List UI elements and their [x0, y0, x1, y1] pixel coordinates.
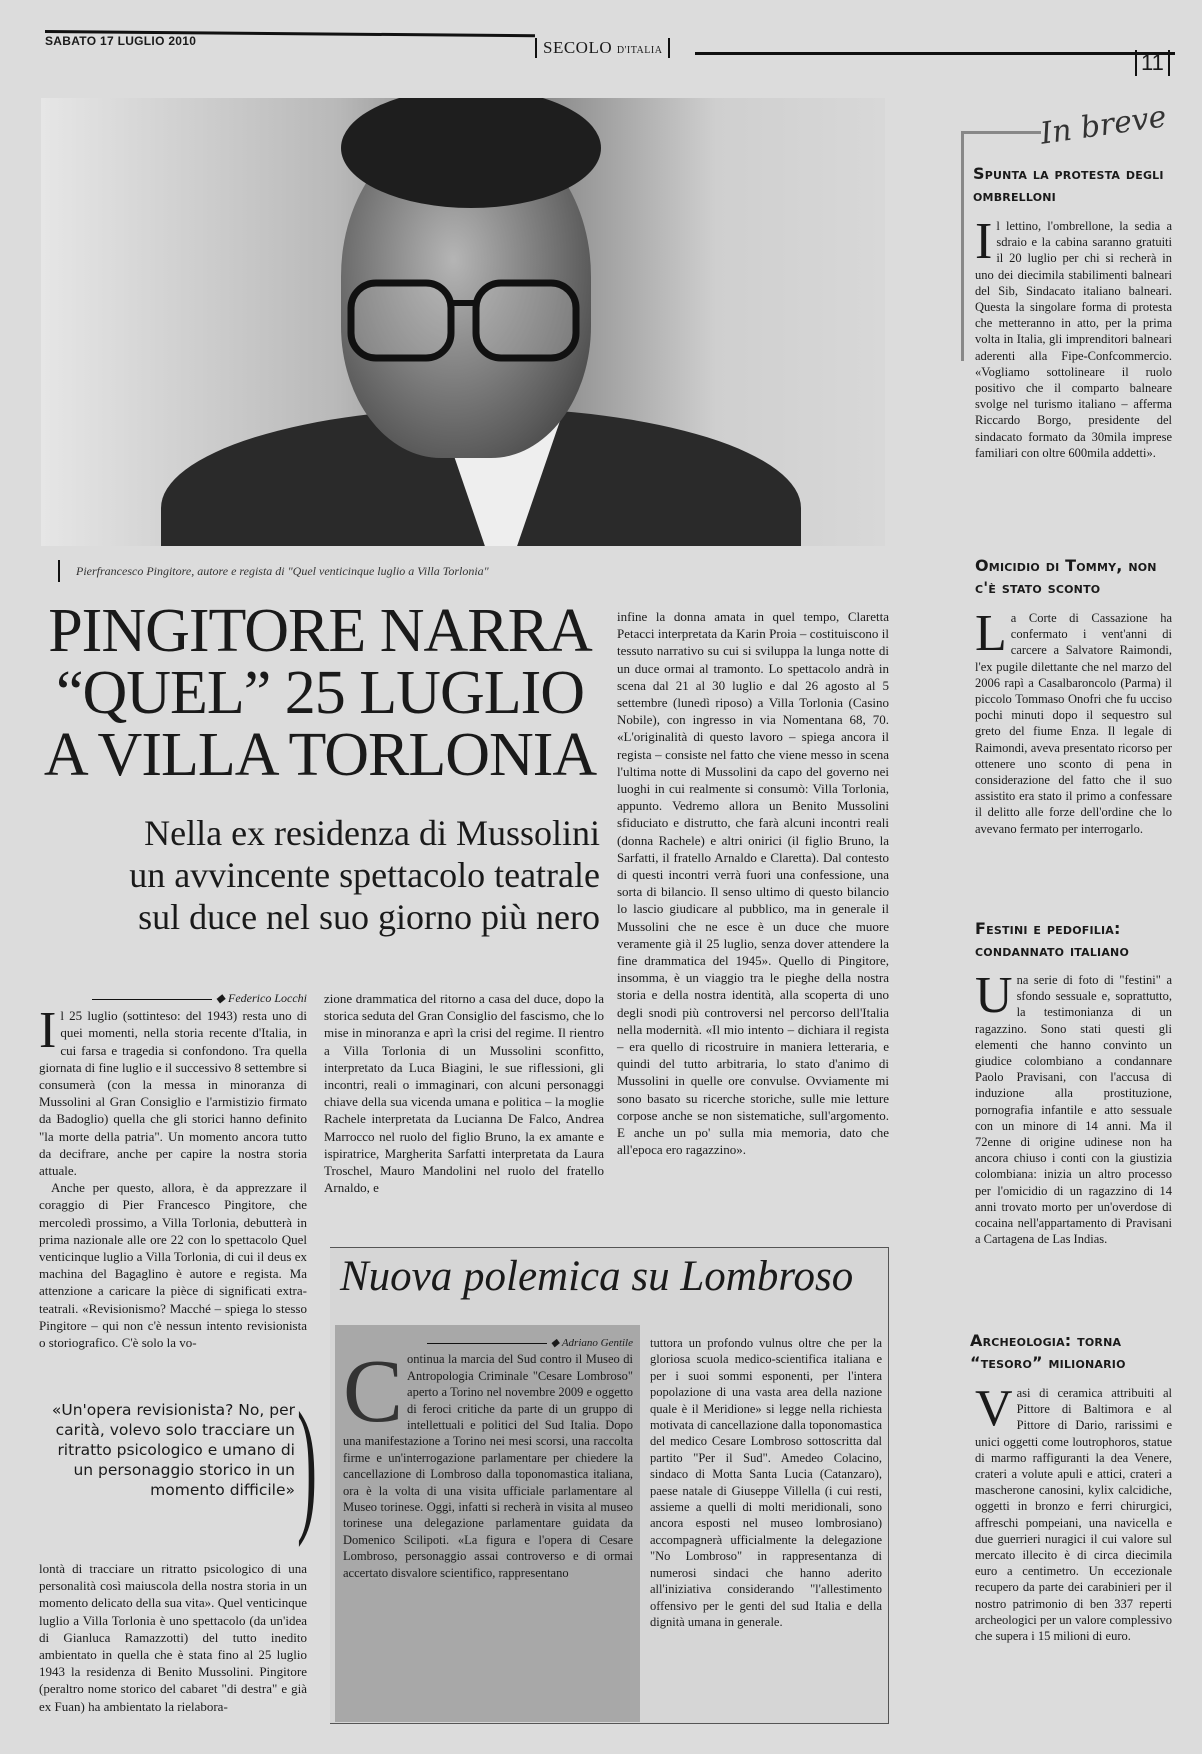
headline-line: PINGITORE NARRA: [48, 597, 592, 665]
masthead: [535, 38, 670, 58]
drop-cap: C: [343, 1342, 404, 1442]
drop-cap: I: [39, 1002, 57, 1060]
sidebar-section-title: In breve: [1038, 99, 1169, 152]
paragraph: lontà di tracciare un ritratto psicologico di una personalità così maiuscola della nostra storia in un momento delicato della sua vita». Quel venticinque luglio a Villa Torlonia è uno spettacolo (da un'idea di Gianluca Ramazzotti) del tutto inedito ambientato in quella che è stata fino al 25 luglio 1943 la residenza di Benito Mussolini. Pingitore (peraltro nome storico del cabaret "di destra" e già ex Fuan) ha ambientato la rielabora-: [39, 1561, 307, 1714]
headline-line: “QUEL” 25 LUGLIO: [55, 659, 585, 727]
glasses-icon: [341, 273, 591, 373]
subheadline: [60, 812, 600, 938]
main-article-column-2: [324, 990, 604, 1196]
paragraph-text: l lettino, l'ombrellone, la sedia a sdraio e la cabina saranno gratuiti il 20 luglio per chi si recherà in uno dei diecimila stabilimenti balneari del Sib, Sindacato italiano balneari. Questa la singolare forma di protesta che metteranno in atto, per la prima volta in Italia, gli imprenditori balneari aderenti alla Fipe-Confcommercio. «Vogliamo sottolineare il ruolo positivo che il comparto balneare svolge nel turismo italiano – afferma Riccardo Borgo, presidente del sindacato formato da 30mila imprese familiari con oltre 600mila addetti».: [975, 219, 1172, 460]
byline-name: Adriano Gentile: [561, 1337, 633, 1349]
drop-cap: I: [975, 213, 993, 270]
sidebar-frame: [961, 131, 968, 361]
subheadline-line: sul duce nel suo giorno più nero: [138, 897, 600, 937]
paragraph: zione drammatica del ritorno a casa del duce, dopo la storica seduta del Gran Consiglio del fascismo, che lo mise in minoranza e aprì la crisi del regime. Il rientro a Villa Torlonia di un Mussolini sconfitto, interpretato da Luca Biagini, le sue riflessioni, gli incontri, reali o immaginari, con alcuni personaggi chiave della sua vicenda umana e politica – la moglie Rachele interpretata da Lucianna De Falco, Andrea Marrocco nel ruolo del figlio Bruno, la ex amante e ispiratrice, Margherita Sarfatti interpretata da Laura Troschel, Mauro Mandolini nel ruolo del fratello Arnaldo, e: [324, 991, 604, 1196]
brief-tommy: [975, 605, 1172, 837]
article-photo: [41, 98, 885, 546]
paragraph-text: l 25 luglio (sottinteso: del 1943) resta uno di quei momenti, nella storia recente d'Italia, in cui farsa e tragedia si confondono. Tra quella giornata di fine luglio e il successivo 8 settembre si consumerà (con la messa in minoranza di Mussolini al Gran Consiglio e l'armistizio firmato da Badoglio) quella che gli storici hanno definito "la morte della patria". Un momento ancora tutto da decifrare, anche per capire la nostra storia attuale.: [39, 1008, 307, 1179]
paragraph: [975, 213, 1172, 461]
brief-ombrelloni: [975, 213, 1172, 461]
brief-festini: [975, 967, 1172, 1247]
issue-date: SABATO 17 LUGLIO 2010: [45, 34, 197, 48]
subheadline-line: Nella ex residenza di Mussolini: [144, 813, 600, 853]
paragraph-text: asi di ceramica attribuiti al Pittore di Baltimora e al Pittore di Dario, rarissimi e unici oggetti come loutrophoros, statue di marmo raffiguranti la dea Venere, crateri a volute apuli e attici, crateri a mascherone canosini, kylix calcidiche, oggetti in bronzo e ferri chirurgici, affreschi pompeiani, una navicella e due guerrieri nuragici il cui valore sul mercato illecito è di circa diecimila euro a centimetro. Un eccezionale recupero da parte dei carabinieri per il nostro patrimonio di ben 337 reperti archeologici per un valore complessivo che supera i 15 milioni di euro.: [975, 1386, 1172, 1644]
lombroso-column-1: [343, 1335, 633, 1581]
pull-quote: «Un'opera revisionista? No, per carità, volevo solo tracciare un ritratto psicologico e umano di un personaggio storico in un momento difficile»: [51, 1401, 295, 1499]
drop-cap: V: [975, 1380, 1013, 1437]
paragraph: [975, 967, 1172, 1247]
paragraph-text: a Corte di Cassazione ha confermato i vent'anni di carcere a Salvatore Raimondi, l'ex pugile dilettante che nel marzo del 2006 rapì a Casalbaroncolo (Parma) il piccolo Tommaso Onofri che fu ucciso pochi minuti dopo il sequestro sul greto del fiume Enza. Il legale di Raimondi, aveva presentato ricorso per ottenere uno sconto di pena in considerazione del fatto che il suo assistito era stato il primo a confessare il delitto alle forze dell'ordine che lo avevano fermato per interrogarlo.: [975, 611, 1172, 836]
brief-title: Spunta la protesta degli ombrelloni: [973, 164, 1164, 205]
main-article-column-1-end: [39, 1560, 307, 1715]
byline: ◆ Federico Locchi: [39, 990, 307, 1007]
drop-cap: L: [975, 605, 1007, 662]
photo-caption: Pierfrancesco Pingitore, autore e regista di "Quel venticinque luglio a Villa Torlonia": [58, 560, 489, 582]
paragraph: [39, 1002, 307, 1179]
lombroso-column-2: [650, 1335, 882, 1630]
headline-line: A VILLA TORLONIA: [43, 721, 597, 789]
main-article-column-1: [39, 990, 307, 1351]
paragraph: Anche per questo, allora, è da apprezzare il coraggio di Pier Francesco Pingitore, che mercoledì prossimo, a Villa Torlonia, debutterà in prima nazionale alle ore 22 con lo spettacolo Quel venticinque luglio a Villa Torlonia, di cui il deus ex machina del Bagaglino è autore e regista. Ma attenzione a caricare la pièce di significati extra-teatrali. «Revisionismo? Macché – spiega lo stesso Pingitore – qui non c'è nessun intento revisionista o storiografico. C'è solo la vo-: [39, 1180, 307, 1351]
brief-title: Omicidio di Tommy, non c'è stato sconto: [975, 556, 1157, 597]
byline-name: Federico Locchi: [228, 991, 307, 1005]
page-number: 11: [1135, 50, 1170, 76]
subheadline-line: un avvincente spettacolo teatrale: [129, 855, 600, 895]
main-article-column-3: [617, 608, 889, 1159]
headline: [40, 597, 600, 789]
paragraph: [975, 1380, 1172, 1644]
brief-title: Festini e pedofilia: condannato italiano: [975, 919, 1129, 960]
pull-quote-bracket: ): [296, 1382, 317, 1548]
drop-cap: U: [975, 967, 1013, 1024]
masthead-name: SECOLO: [543, 38, 613, 57]
paragraph-text: ontinua la marcia del Sud contro il Museo di Antropologia Criminale "Cesare Lombroso" aperto a Torino nel novembre 2009 e oggetto di feroci critiche da parte di un gruppo di intellettuali e politici del Sud Italia. Dopo una manifestazione a Torino nei mesi scorsi, una raccolta firme e un'interrogazione parlamentare per chiedere la cancellazione di Lombroso dalla toponomastica italiana, ora è la volta di una visita ufficiale parlamentare al Museo torinese. Oggi, infatti si recherà in visita al museo torinese una delegazione parlamentare guidata da Domenico Scilipoti. «La figura e l'opera di Cesare Lombroso, personaggio assai controverso e di ormai accertato disvalore scientifico, rappresentano: [343, 1352, 633, 1580]
sidebar-frame-top: [961, 131, 1041, 134]
paragraph: tuttora un profondo vulnus oltre che per la gloriosa scuola medico-scientifica italiana e per i suoi sommi esponenti, per l'intera popolazione di una vasta area della nazione quale è il Meridione» si legge nella richiesta motivata di cancellazione dalla toponomastica del medico Cesare Lombroso sottoscritta dal partito "Per il Sud". Amedeo Colacino, sindaco di Motta Santa Lucia (Catanzaro), paese natale di Giuseppe Villella (i cui resti, assieme a quelli di molti meridionali, sono ancora esposti nel museo lombrosiano) accompagnerà ufficialmente la delegazione "No Lombroso" in rappresentanza di numerosi sindaci che hanno aderito all'iniziativa considerando "l'allestimento offensivo per le genti del sud Italia e della dignità umana in generale.: [650, 1336, 882, 1629]
paragraph: infine la donna amata in quel tempo, Claretta Petacci interpretata da Karin Proia – costituiscono il tessuto narrativo su cui si sviluppa la lunga notte di un duce ormai al tramonto. Lo spettacolo andrà in scena dal 21 al 30 luglio e dal 26 agosto al 5 settembre (lunedì riposo) a Villa Torlonia (Casino Nobile), con ingresso in via Nomentana 68, 70. «L'originalità di questo lavoro – spiega ancora il regista – consiste nel fatto che viene messo in scena l'ultima notte di Mussolini da capo del governo nei luoghi in cui realmente si consumò: Villa Torlonia, appunto. Vedremo allora un Benito Mussolini sfiduciato e distrutto, che farà alcuni incontri reali (donna Rachele) e altri onirici (il figlio Bruno, la Sarfatti, il fratello Arnaldo e Claretta). Dal contesto di questi incontri verrà fuori una confessione, una sorta di bilancio. Il senso ultimo di questo bilancio lo lascio giudicare al pubblico, ma in generale il Mussolini che ne esce è un duce che muore veramente già il 25 luglio, senza dover attendere la fine drammatica del 1945». Quello di Pingitore, insomma, è un viaggio tra le pieghe della nostra storia e della nostra identità, alla scoperta di uno degli snodi più controversi nel percorso dell'Italia nella modernità. «Il mio intento – dichiara il regista – era quello di ricostruire in maniera letteraria, e quindi del tutto arbitraria, lo stato d'animo di Mussolini in quelle ore convulse. Ovviamente mi sono basato su ricerche storiche, sulle mie letture corpose anche se non sistematiche, sull'argomento. E anche un po' sulla mia memoria, dato che all'epoca ero ragazzino».: [617, 609, 889, 1158]
paragraph-text: na serie di foto di "festini" a sfondo sessuale e, soprattutto, la testimonianza di un ragazzino. Sono stati questi gli elementi che hanno convinto un giudice colombiano a condannare Paolo Pravisani, con l'accusa di induzione alla prostituzione, pornografia infantile e atto sessuale con un minore di 14 anni. Ma il 72enne di origine udinese non ha ancora chiuso i conti con la giustizia colombiana: inizia un altro processo per l'omicidio di un ragazzino di 14 anni trovato morto per un'overdose di cocaina nell'appartamento di Pravisani a Cartagena de Las Indias.: [975, 973, 1172, 1247]
lombroso-title: Nuova polemica su Lombroso: [340, 1253, 854, 1300]
brief-archeologia: [975, 1380, 1172, 1644]
brief-title: Archeologia: torna “tesoro” milionario: [970, 1331, 1126, 1372]
lombroso-byline: ◆ Adriano Gentile: [343, 1335, 633, 1351]
masthead-suffix: D'ITALIA: [616, 45, 663, 56]
paragraph: [975, 605, 1172, 837]
header-rule-right: [695, 52, 1175, 55]
